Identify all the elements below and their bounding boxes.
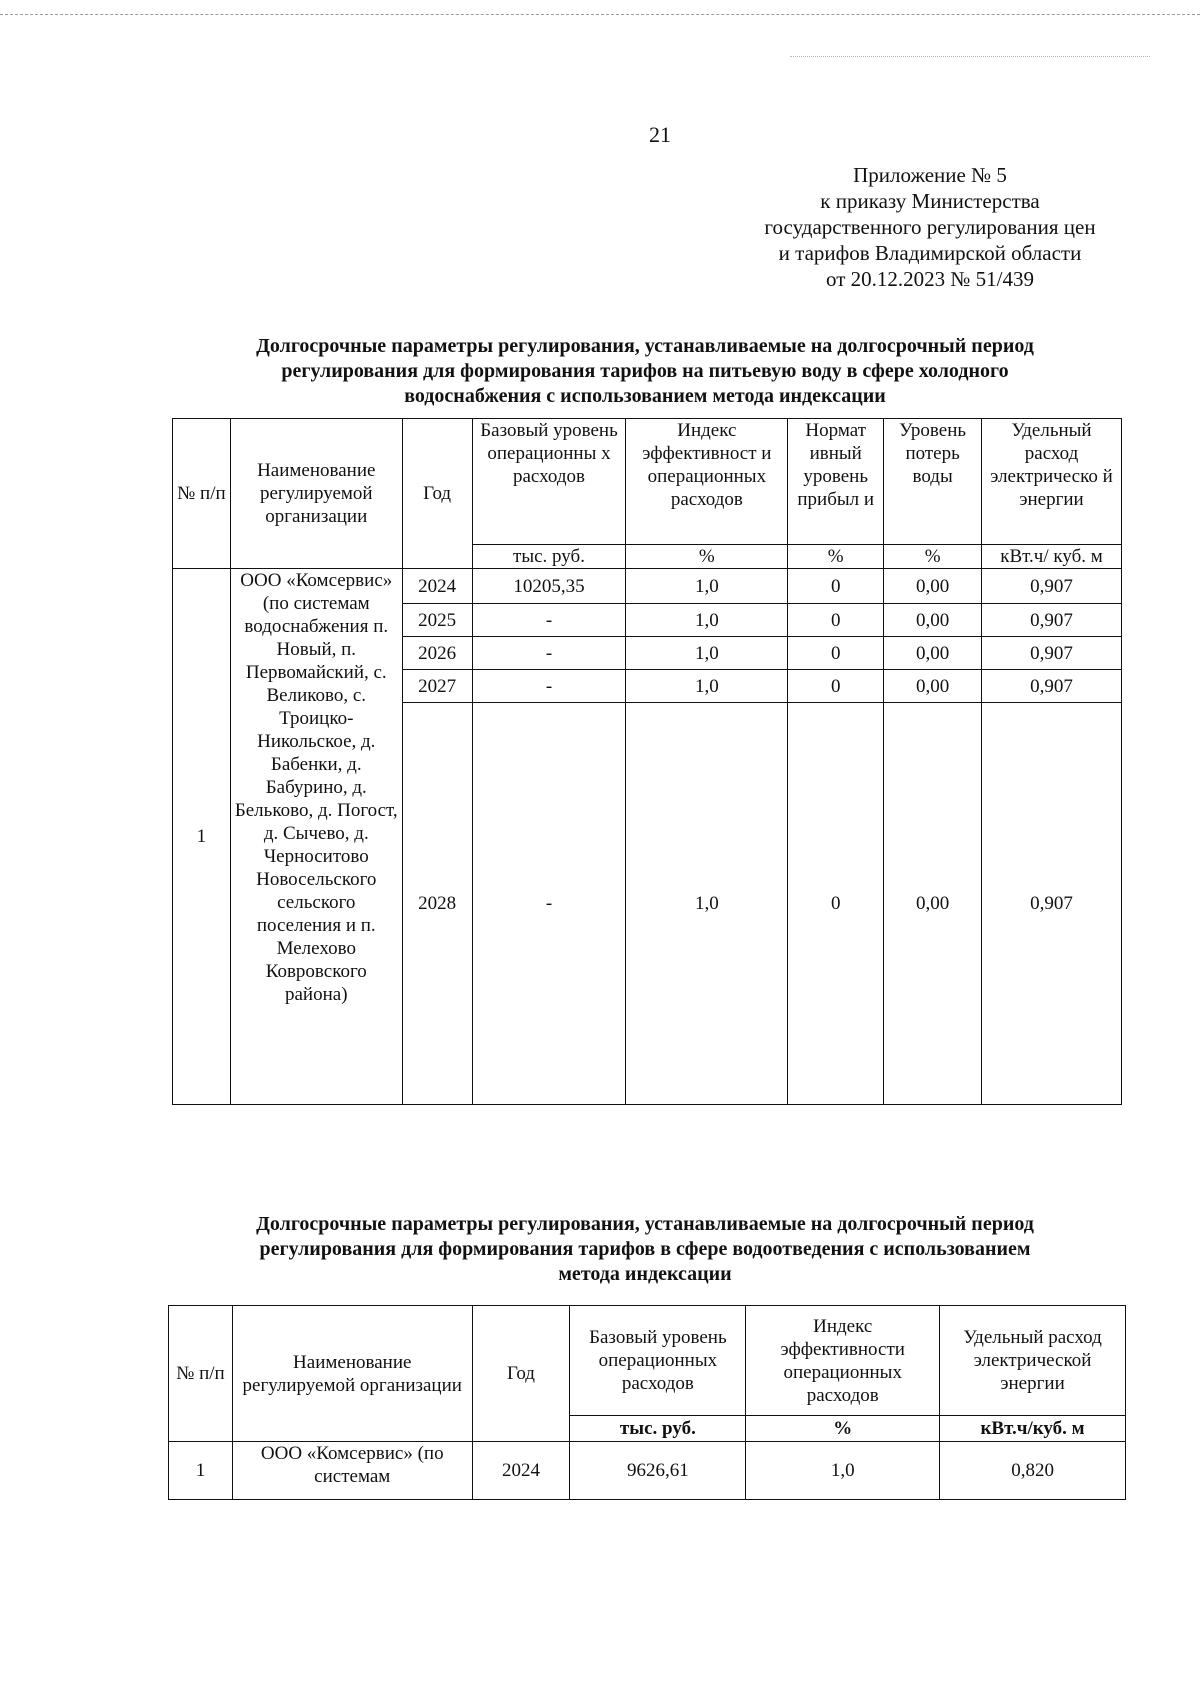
cell-base: 9626,61: [570, 1442, 746, 1500]
cell-energy: 0,820: [940, 1442, 1126, 1500]
unit-base: тыс. руб.: [570, 1416, 746, 1442]
title-line: Долгосрочные параметры регулирования, устанавливаемые на долгосрочный период: [256, 1213, 1034, 1235]
header-index: Индекс эффективности операционных расходов: [746, 1306, 940, 1416]
cell-loss: 0,00: [884, 569, 982, 604]
unit-index: %: [746, 1416, 940, 1442]
appendix-header: [700, 162, 1160, 292]
cell-base: 10205,35: [472, 569, 626, 604]
cell-base: -: [472, 637, 626, 670]
cell-index: 1,0: [626, 670, 788, 703]
organization-name: ООО «Комсервис» (по системам водоснабжения п. Новый, п. Первомайский, с. Великово, с. Троицко-Никольское, д. Бабенки, д. Бабурино, д. Бельково, д. Погост, д. Сычево, д. Черноситово Новосельского сельского поселения и п. Мелехово Ковровского района): [230, 569, 402, 1105]
appendix-line: Приложение № 5: [853, 163, 1007, 187]
cell-profit: 0: [788, 703, 884, 1105]
header-energy: Удельный расход электрической энергии: [940, 1306, 1126, 1416]
title-line: метода индексации: [558, 1263, 732, 1285]
scan-border-line: [790, 56, 1150, 57]
header-row: [173, 419, 1122, 545]
header-profit: Нормат ивный уровень прибыл и: [788, 419, 884, 545]
cell-profit: 0: [788, 670, 884, 703]
cell-year: 2024: [472, 1442, 570, 1500]
appendix-line: от 20.12.2023 № 51/439: [825, 267, 1035, 291]
cell-profit: 0: [788, 637, 884, 670]
cell-index: 1,0: [626, 604, 788, 637]
title-line: регулирования для формирования тарифов в сфере водоотведения с использованием: [259, 1238, 1031, 1260]
cell-profit: 0: [788, 569, 884, 604]
cell-energy: 0,907: [982, 670, 1122, 703]
page-number: 21: [649, 122, 671, 147]
table2-title: [170, 1212, 1120, 1287]
title-line: водоснабжения с использованием метода индексации: [404, 385, 886, 407]
header-num: № п/п: [173, 419, 231, 569]
cell-index: 1,0: [626, 703, 788, 1105]
header-org: Наименование регулируемой организации: [232, 1306, 472, 1442]
cell-base: -: [472, 703, 626, 1105]
title-line: регулирования для формирования тарифов на питьевую воду в сфере холодного: [281, 360, 1009, 382]
cell-base: -: [472, 670, 626, 703]
appendix-line: государственного регулирования цен: [764, 215, 1096, 239]
unit-index: %: [626, 545, 788, 569]
header-year: Год: [402, 419, 472, 569]
header-row: [169, 1306, 1126, 1416]
cell-energy: 0,907: [982, 637, 1122, 670]
unit-base: тыс. руб.: [472, 545, 626, 569]
appendix-line: и тарифов Владимирской области: [778, 241, 1082, 265]
wastewater-parameters-table: [168, 1305, 1126, 1500]
cell-year: 2026: [402, 637, 472, 670]
header-energy: Удельный расход электрическо й энергии: [982, 419, 1122, 545]
header-loss: Уровень потерь воды: [884, 419, 982, 545]
cell-profit: 0: [788, 604, 884, 637]
header-org: Наименование регулируемой организации: [230, 419, 402, 569]
organization-name: ООО «Комсервис» (по системам: [232, 1442, 472, 1500]
cell-energy: 0,907: [982, 703, 1122, 1105]
table1-title: [170, 334, 1120, 409]
header-base: Базовый уровень операционны х расходов: [472, 419, 626, 545]
row-number: 1: [173, 569, 231, 1105]
cell-index: 1,0: [626, 637, 788, 670]
cell-loss: 0,00: [884, 604, 982, 637]
header-index: Индекс эффективност и операционных расходов: [626, 419, 788, 545]
unit-loss: %: [884, 545, 982, 569]
cell-index: 1,0: [626, 569, 788, 604]
unit-energy: кВт.ч/ куб. м: [982, 545, 1122, 569]
cell-energy: 0,907: [982, 604, 1122, 637]
cell-year: 2027: [402, 670, 472, 703]
cell-energy: 0,907: [982, 569, 1122, 604]
cell-loss: 0,00: [884, 670, 982, 703]
header-num: № п/п: [169, 1306, 233, 1442]
cell-year: 2028: [402, 703, 472, 1105]
appendix-line: к приказу Министерства: [820, 189, 1040, 213]
water-supply-parameters-table: [172, 418, 1122, 1105]
header-year: Год: [472, 1306, 570, 1442]
title-line: Долгосрочные параметры регулирования, устанавливаемые на долгосрочный период: [256, 335, 1034, 357]
row-number: 1: [169, 1442, 233, 1500]
cell-base: -: [472, 604, 626, 637]
cell-year: 2024: [402, 569, 472, 604]
table-row: [169, 1442, 1126, 1500]
cell-index: 1,0: [746, 1442, 940, 1500]
table-row: [173, 569, 1122, 604]
scan-border-line: [0, 14, 1200, 15]
cell-loss: 0,00: [884, 703, 982, 1105]
cell-loss: 0,00: [884, 637, 982, 670]
unit-profit: %: [788, 545, 884, 569]
cell-year: 2025: [402, 604, 472, 637]
unit-energy: кВт.ч/куб. м: [940, 1416, 1126, 1442]
header-base: Базовый уровень операционных расходов: [570, 1306, 746, 1416]
